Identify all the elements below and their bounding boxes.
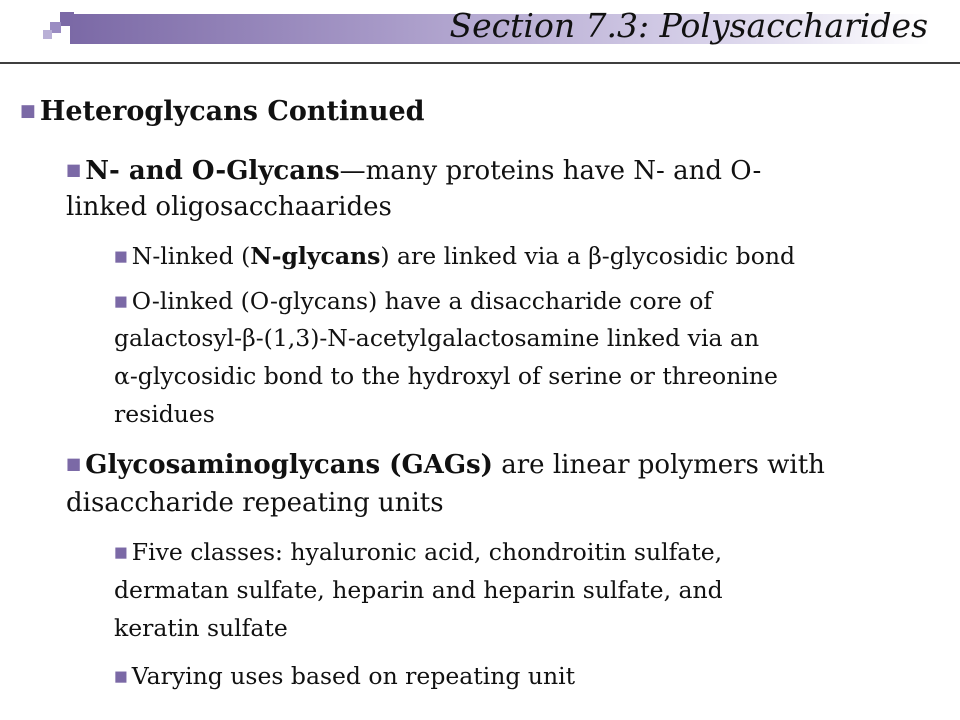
- title-divider: [0, 62, 960, 64]
- list-item: [66, 450, 825, 480]
- item-text: Five classes: hyaluronic acid, chondroitin sulfate,: [131, 538, 723, 566]
- list-item: [114, 662, 575, 690]
- list-item: [114, 287, 712, 315]
- square-bullet-icon: ■: [66, 454, 82, 474]
- item-continuation: linked oligosacchaarides: [66, 192, 392, 222]
- square-bullet-icon: ■: [66, 160, 82, 180]
- square-bullet-icon: ■: [114, 247, 128, 265]
- square-bullet-icon: ■: [114, 292, 128, 310]
- list-item: [114, 538, 722, 566]
- item-text: —many proteins have N- and O-: [339, 156, 762, 186]
- item-continuation: dermatan sulfate, heparin and heparin sulfate, and: [114, 576, 723, 604]
- item-bold: N- and O-Glycans: [85, 156, 340, 186]
- square-bullet-icon: ■: [114, 667, 128, 685]
- item-bold: N-glycans: [250, 242, 381, 270]
- item-continuation: galactosyl-β-(1,3)-N-acetylgalactosamine linked via an: [114, 324, 760, 352]
- item-pre: N-linked (: [131, 242, 251, 270]
- item-continuation: residues: [114, 400, 215, 428]
- item-bold: Glycosaminoglycans (GAGs): [85, 450, 493, 480]
- item-text: Varying uses based on repeating unit: [131, 662, 576, 690]
- item-continuation: α-glycosidic bond to the hydroxyl of serine or threonine: [114, 362, 778, 390]
- list-item: [114, 242, 795, 270]
- item-text: O-linked (O-glycans) have a disaccharide core of: [131, 287, 713, 315]
- item-text: are linear polymers with: [492, 450, 825, 480]
- item-text: ) are linked via a β-glycosidic bond: [380, 242, 796, 270]
- list-item: [66, 156, 761, 186]
- decorative-square-small: [43, 30, 52, 39]
- square-bullet-icon: ■: [114, 543, 128, 561]
- slide-title: Section 7.3: Polysaccharides: [449, 6, 928, 45]
- item-continuation: keratin sulfate: [114, 614, 288, 642]
- heading: Heteroglycans Continued: [39, 96, 425, 127]
- heading-line: [20, 96, 425, 127]
- square-bullet-icon: ■: [20, 100, 36, 121]
- item-continuation: disaccharide repeating units: [66, 488, 444, 518]
